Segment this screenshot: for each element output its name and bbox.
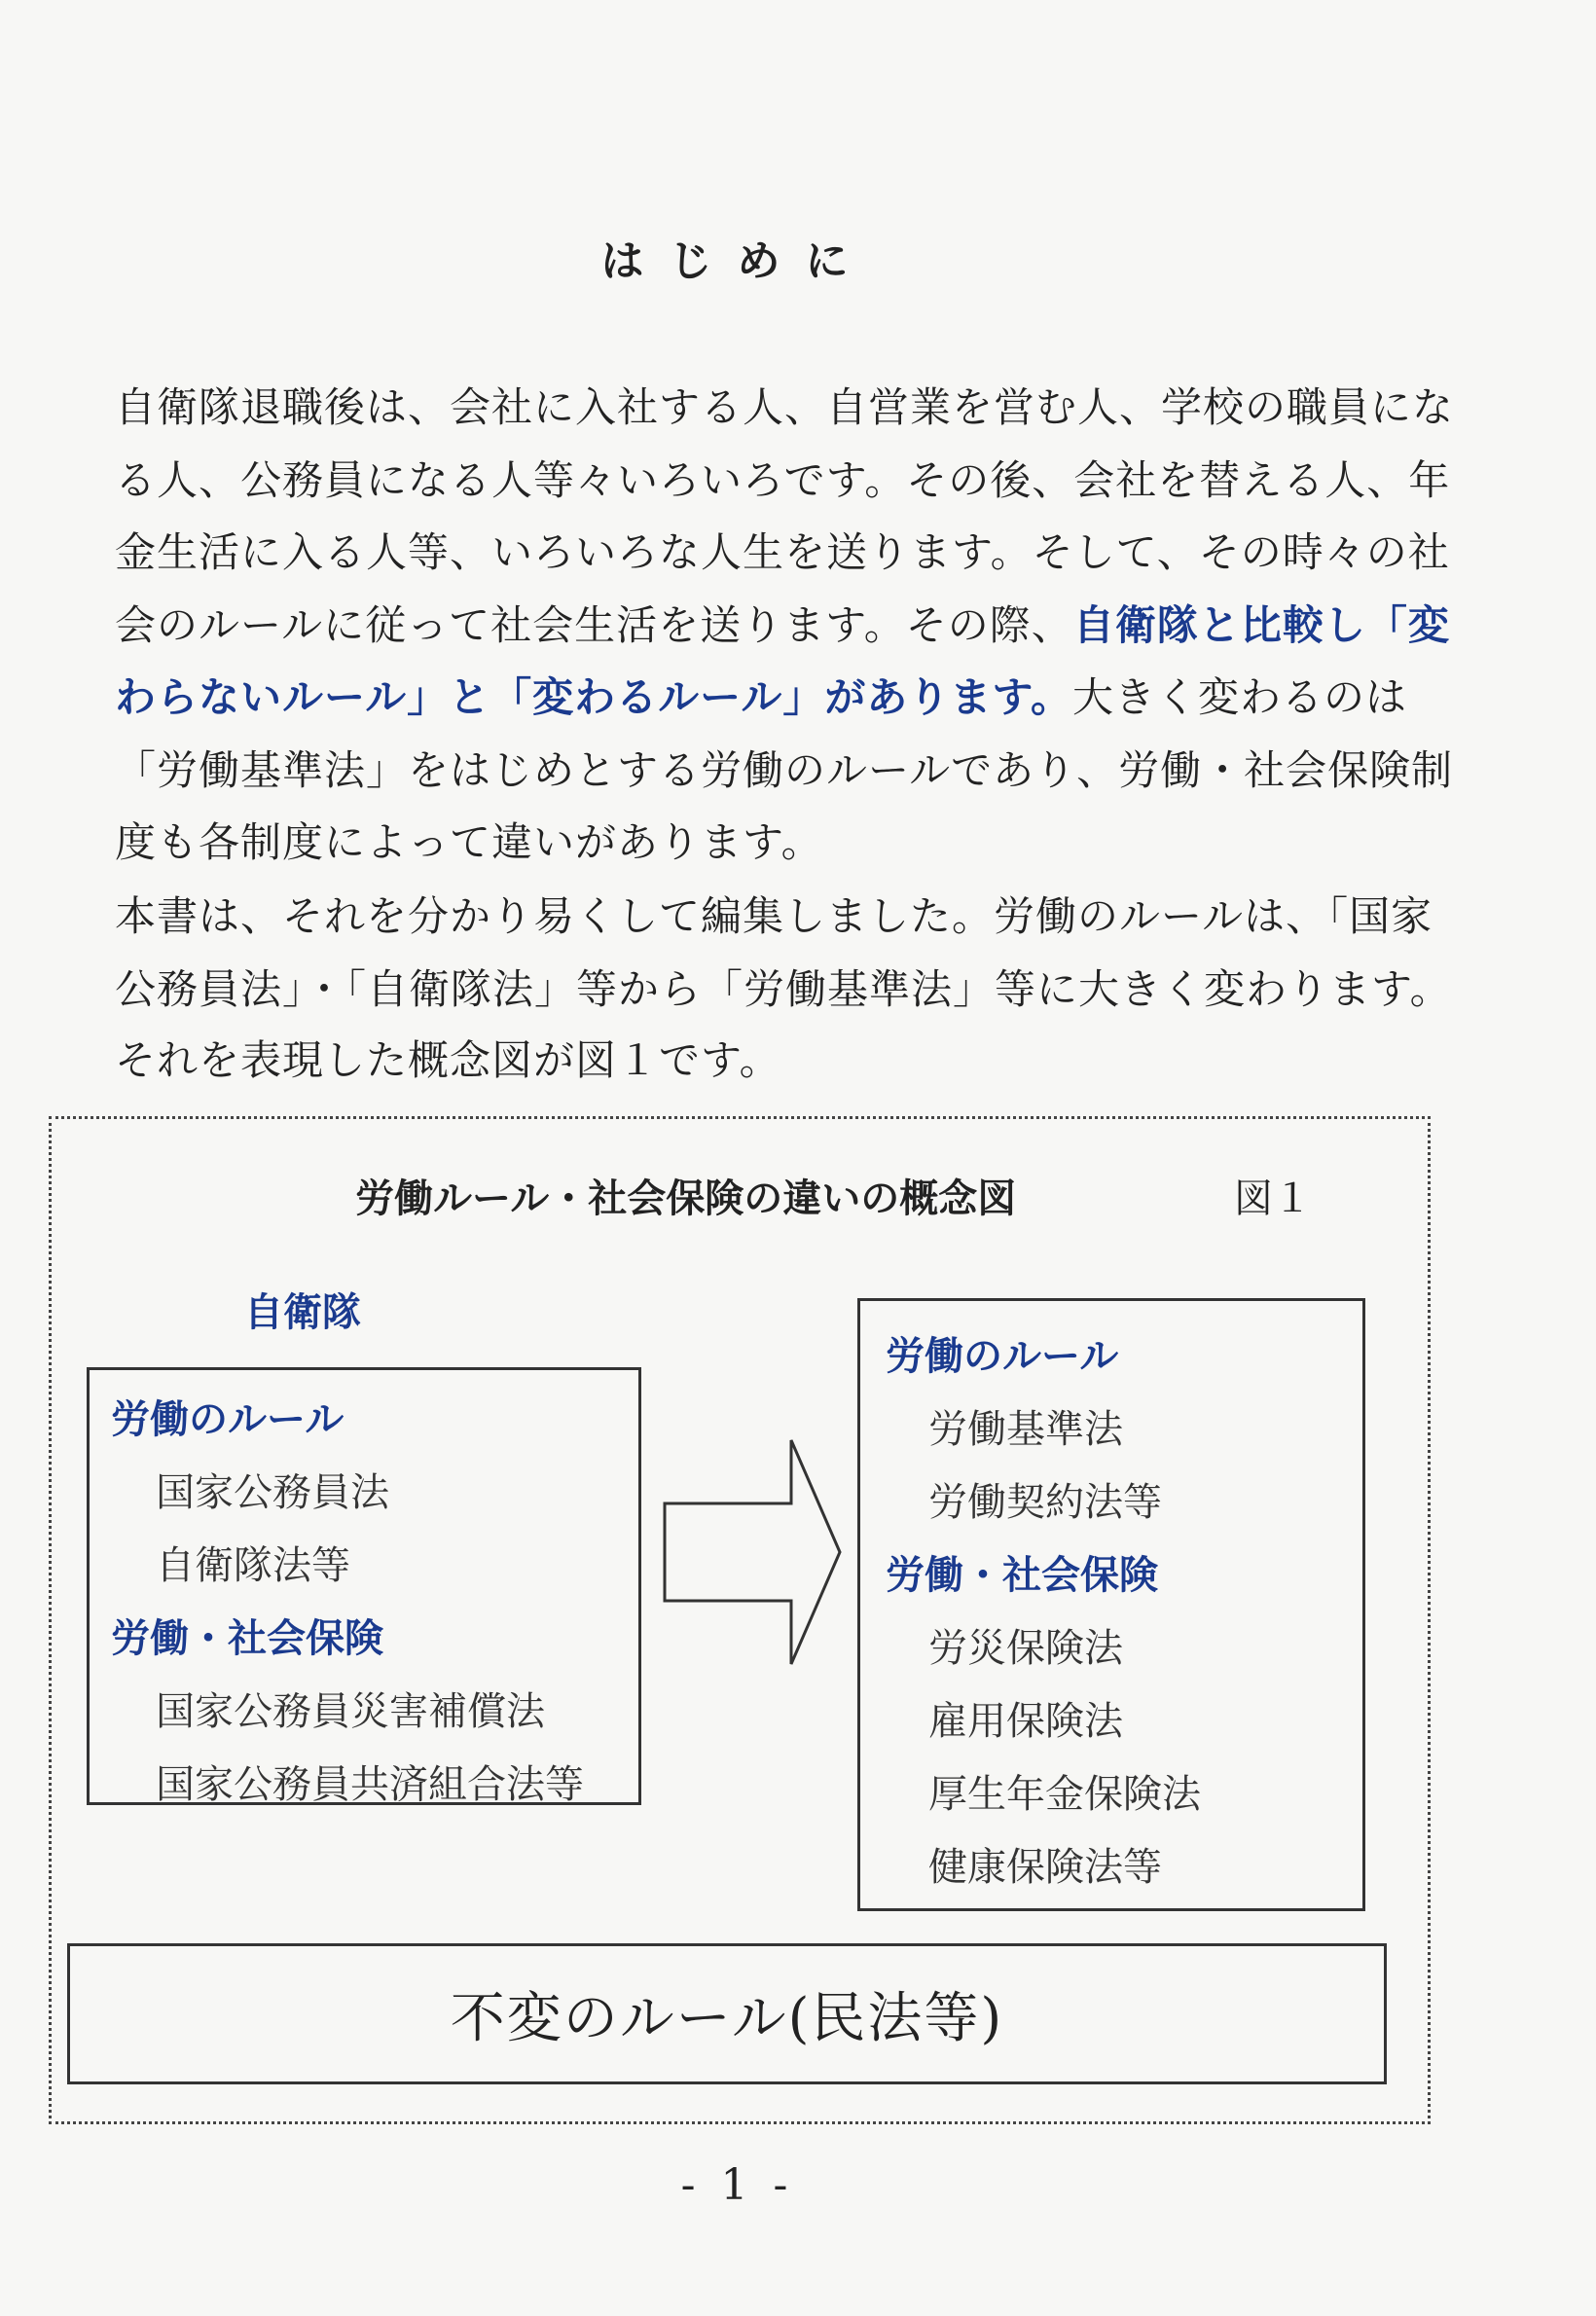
right-social-insurance-item: 労災保険法	[928, 1626, 1123, 1671]
right-arrow-icon	[655, 1430, 850, 1674]
right-labor-rule-item: 労働契約法等	[928, 1480, 1162, 1525]
left-labor-rules-heading: 労働のルール	[111, 1397, 345, 1442]
page-number: - 1 -	[680, 2160, 794, 2210]
concept-figure	[49, 1116, 1431, 2124]
figure-intro-paragraph: それを表現した概念図が図１です。	[115, 1036, 781, 1084]
left-social-insurance-item: 国家公務員災害補償法	[156, 1689, 545, 1734]
intro-text-a: 自衛隊退職後は、会社に入社する人、自営業を営む人、学校の職員になる人、公務員になる人等々いろいろです。その後、会社を替える人、年金生活に入る人等、いろいろな人生を送ります。そして、その時々の社会のルールに従って社会生活を送ります。その際、	[115, 383, 1455, 649]
jsdf-label: 自衛隊	[244, 1290, 361, 1335]
figure-title: 労働ルール・社会保険の違いの概念図	[355, 1176, 1017, 1221]
right-social-insurance-item: 健康保険法等	[928, 1845, 1162, 1890]
jsdf-rules-box	[87, 1367, 641, 1805]
page-heading: はじめに	[600, 236, 874, 286]
right-social-insurance-item: 雇用保険法	[928, 1699, 1123, 1744]
left-labor-rule-item: 国家公務員法	[156, 1470, 389, 1515]
right-social-insurance-item: 厚生年金保険法	[928, 1772, 1201, 1817]
intro-paragraph	[70, 372, 1458, 880]
figure-label: 図１	[1234, 1176, 1312, 1221]
intro-highlight: 自衛隊と比較し「変わらないルール」と「変わるルール」があります。	[115, 600, 1450, 721]
civilian-rules-box	[857, 1298, 1365, 1911]
unchanging-rules-box: 不変のルール(民法等)	[67, 1943, 1387, 2084]
right-social-insurance-heading: 労働・社会保険	[886, 1553, 1158, 1598]
left-social-insurance-item: 国家公務員共済組合法等	[156, 1762, 584, 1807]
book-purpose-paragraph: 本書は、それを分かり易くして編集しました。労働のルールは、「国家公務員法」・「自衛隊法」等から「労働基準法」等に大きく変わります。	[115, 892, 1452, 1013]
left-social-insurance-heading: 労働・社会保険	[111, 1616, 383, 1661]
left-labor-rule-item: 自衛隊法等	[156, 1543, 350, 1588]
right-labor-rule-item: 労働基準法	[928, 1407, 1123, 1452]
intro-text-b: 大きく変わるのは「労働基準法」をはじめとする労働のルールであり、労働・社会保険制度も各制度によって違いがあります。	[115, 673, 1454, 866]
right-labor-rules-heading: 労働のルール	[886, 1334, 1119, 1379]
